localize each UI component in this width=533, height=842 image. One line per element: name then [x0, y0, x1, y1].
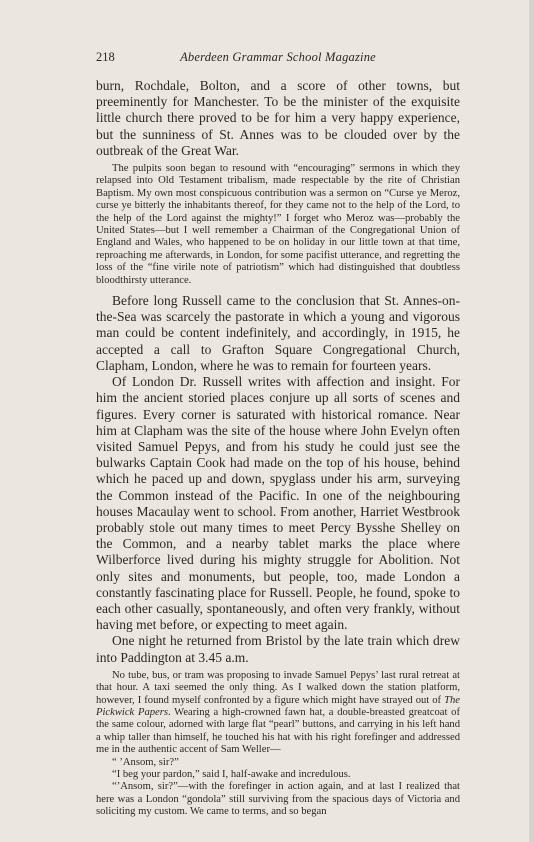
paragraph: Before long Russell came to the conclusion that St. Annes-on-the-Sea was scarcely the pastorate in which a young and vigorous man could be content indefinitely, and accordingly, in 1915, he accepted a call to Grafton Square Congregational Church, Clapham, London, where he was to remain for fourteen years.: [96, 293, 460, 373]
paragraph: One night he returned from Bristol by the late train which drew into Paddington at 3.45 a.m.: [96, 633, 460, 665]
quoted-paragraph: The pulpits soon began to resound with “encouraging” sermons in which they relapsed into Old Testament tribalism, made respectable by the rite of Christian Baptism. My own most conspicuous contribution was a sermon on “Curse ye Meroz, curse ye bitterly the inhabitants thereof, for they came not to the help of the Lord, to the help of the Lord against the mighty!” I forget who Meroz was—probably the United States—but I well remember a Chairman of the Congregational Union of England and Wales, who happened to be on holiday in our little town at that time, reproaching me afterwards, in London, for some pacifist utterance, and regretting the loss of the “fine virile note of patriotism” which had distinguished that doubtless bloodthirsty utterance.: [96, 163, 460, 286]
quote-text: . Wearing a high-crowned fawn hat, a double-breasted greatcoat of the same colour, adorned with large flat “pearl” buttons, and carrying in his left hand a whip taller than himself, he touched his hat with his right forefinger and addressed me in the authentic accent of Sam Weller—: [96, 706, 460, 756]
quoted-dialogue: “I beg your pardon,” said I, half-awake and incredulous.: [112, 769, 351, 780]
book-title: The Pickwick Papers: [96, 694, 460, 718]
quoted-paragraph: “’Ansom, sir?”—with the forefinger in action again, and at last I realized that here was a London “gondola” still surviving from the spacious days of Victoria and soliciting my custom. We came to terms, and so began: [96, 781, 460, 818]
page-number: 218: [96, 50, 115, 64]
running-title: Aberdeen Grammar School Magazine: [180, 50, 376, 64]
quoted-dialogue: “ ’Ansom, sir?”: [112, 756, 179, 768]
page-body: [96, 78, 460, 819]
quoted-paragraph: [96, 670, 460, 757]
paragraph-continued: burn, Rochdale, Bolton, and a score of other towns, but preeminently for Manchester. To be the minister of the exquisite little church there proved to be for him a very happy experience, but the sunniness of St. Annes was to be clouded over by the outbreak of the Great War.: [96, 78, 460, 158]
paragraph: Of London Dr. Russell writes with affection and insight. For him the ancient storied places conjure up all sorts of scenes and figures. Every corner is saturated with historical romance. Near him at Clapham was the site of the house where John Evelyn often visited Samuel Pepys, and from his study he could just see the bulwarks Captain Cook had made on the top of his house, behind which he paced up and down, spyglass under his arm, surveying the Common instead of the Pacific. In one of the neighbouring houses Macaulay went to school. From another, Harriet Westbrook probably stole out many times to meet Percy Bysshe Shelley on the Common, and a nearby tablet marks the place where Wilberforce lived during his mighty struggle for Abolition. Not only sites and monuments, but people, too, made London a constantly fascinating place for Russell. People, he found, spoke to each other casually, spontaneously, and often very frankly, without having met before, or expecting to meet again.: [96, 374, 460, 633]
quote-text: No tube, bus, or tram was proposing to invade Samuel Pepys’ last rural retreat at that hour. A taxi seemed the only thing. As I walked down the station platform, however, I found myself confronted by a figure which might have strayed out of: [96, 669, 460, 706]
running-header: [96, 50, 460, 68]
page-edge-shadow: [529, 0, 533, 842]
